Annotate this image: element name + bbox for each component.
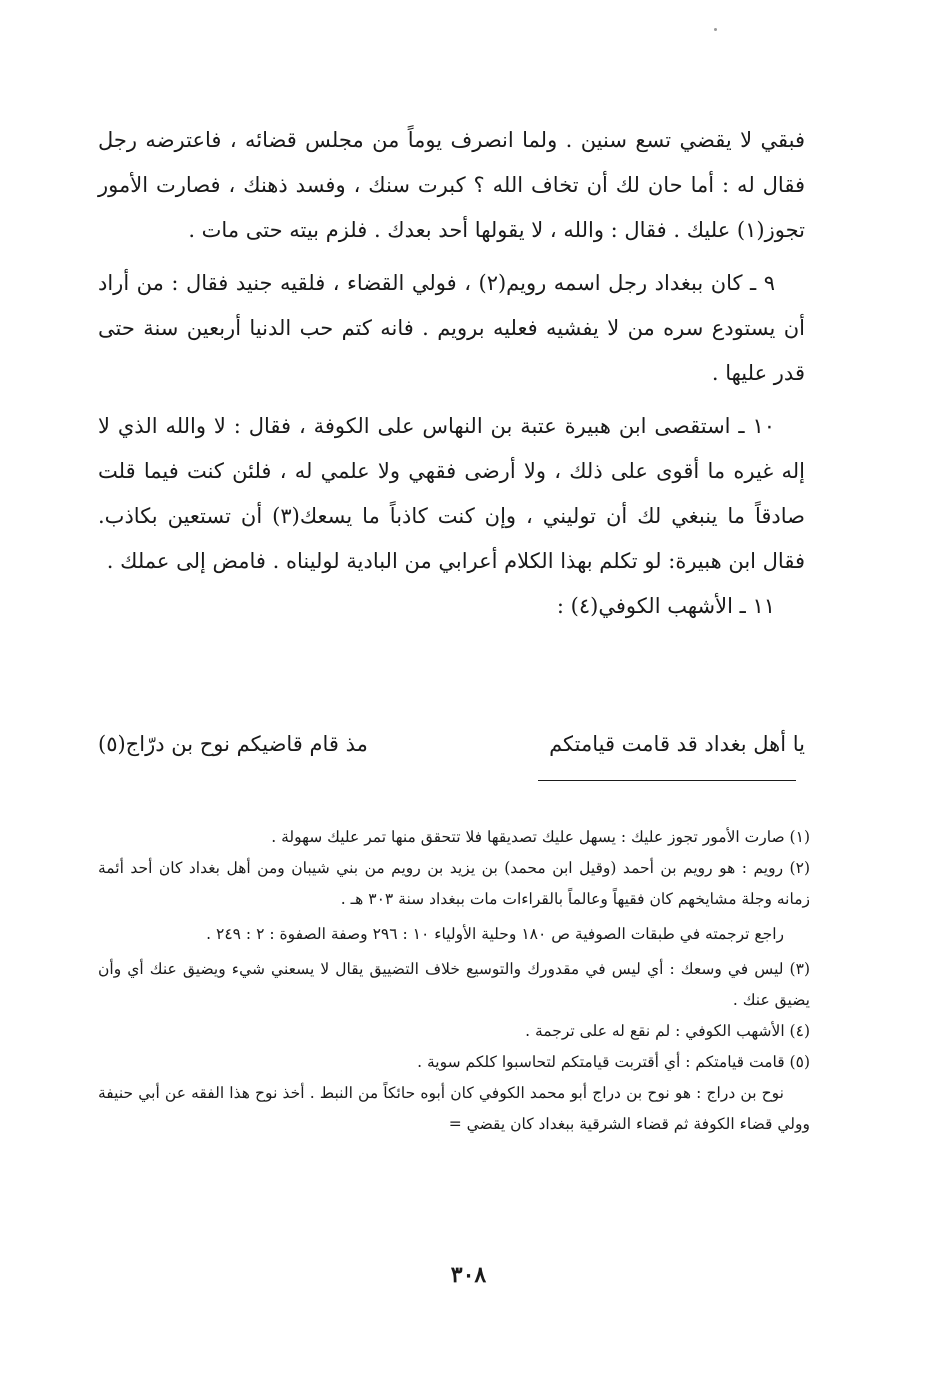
footnote-4: (٤) الأشهب الكوفي : لم نقع له على ترجمة . bbox=[525, 1022, 810, 1040]
footnote-divider bbox=[538, 780, 796, 781]
paragraph-continuation: فبقي لا يقضي تسع سنين . ولما انصرف يوماً من مجلس قضائه ، فاعترضه رجل فقال له : أما حان لك أن تخاف الله ؟ كبرت سنك ، وفسد ذهنك ، فصارت الأمور تجوز(١) عليك . فقال : والله ، لا يقولها أحد بعدك . فلزم بيته حتى مات . bbox=[98, 128, 805, 242]
paragraph-10: ١٠ ـ استقصى ابن هبيرة عتبة بن النهاس على الكوفة ، فقال : لا والله الذي لا إله غيره ما أقوى على ذلك ، ولا أرضى فقهي ولا علمي له ، فلئن كنت فيما قلت صادقاً ما ينبغي لك أن توليني ، وإن كنت كاذباً ما يسعك(٣) أن تستعين بكاذب. فقال ابن هبيرة: لو تكلم بهذا الكلام أعرابي من البادية لوليناه . فامض إلى عملك . bbox=[98, 414, 805, 573]
poem-verse bbox=[98, 722, 805, 767]
main-text bbox=[98, 118, 805, 629]
footnote-2: (٢) رويم : هو رويم بن أحمد (وقيل ابن محمد) بن يزيد بن رويم من بني شيبان ومن أهل بغداد كان أحد أئمة زمانه وجلة مشايخهم كان فقيهاً وعالماً بالقراءات مات ببغداد سنة ٣٠٣ هـ . bbox=[98, 859, 810, 908]
page-number: ٣٠٨ bbox=[450, 1262, 487, 1288]
footnote-2-reference: راجع ترجمته في طبقات الصوفية ص ١٨٠ وحلية الأولياء ١٠ : ٢٩٦ وصفة الصفوة : ٢ : ٢٤٩ . bbox=[206, 925, 784, 943]
footnotes bbox=[98, 822, 810, 1140]
page-body bbox=[98, 118, 805, 629]
paragraph-11-heading: ١١ ـ الأشهب الكوفي(٤) : bbox=[556, 594, 775, 618]
scan-speck bbox=[714, 28, 717, 31]
footnote-1: (١) صارت الأمور تجوز عليك : يسهل عليك تصديقها فلا تتحقق منها تمر عليك سهولة . bbox=[271, 828, 810, 846]
footnote-3: (٣) ليس في وسعك : أي ليس في مقدورك والتوسيع خلاف التضييق يقال لا يسعني شيء ويضيق عنك أي وأن يضيق عنك . bbox=[98, 960, 810, 1009]
paragraph-9: ٩ ـ كان ببغداد رجل اسمه رويم(٢) ، فولي القضاء ، فلقيه جنيد فقال : من أراد أن يستودع سره من لا يفشيه فعليه برويم . فانه كتم حب الدنيا أربعين سنة حتى قدر عليها . bbox=[98, 271, 805, 385]
footnote-5-continuation: نوح بن دراج : هو نوح بن دراج أبو محمد الكوفي كان أبوه حائكاً من النبط . أخذ نوح هذا الفقه عن أبي حنيفة وولي قضاء الكوفة ثم قضاء الشرقية ببغداد كان يقضي = bbox=[98, 1084, 810, 1133]
verse-second-hemistich: مذ قام قاضيكم نوح بن درّاج(٥) bbox=[98, 732, 368, 756]
verse-first-hemistich: يا أهل بغداد قد قامت قيامتكم bbox=[549, 732, 805, 756]
footnote-5: (٥) قامت قيامتكم : أي أقتربت قيامتكم لتحاسبوا كلكم سوية . bbox=[417, 1053, 810, 1071]
